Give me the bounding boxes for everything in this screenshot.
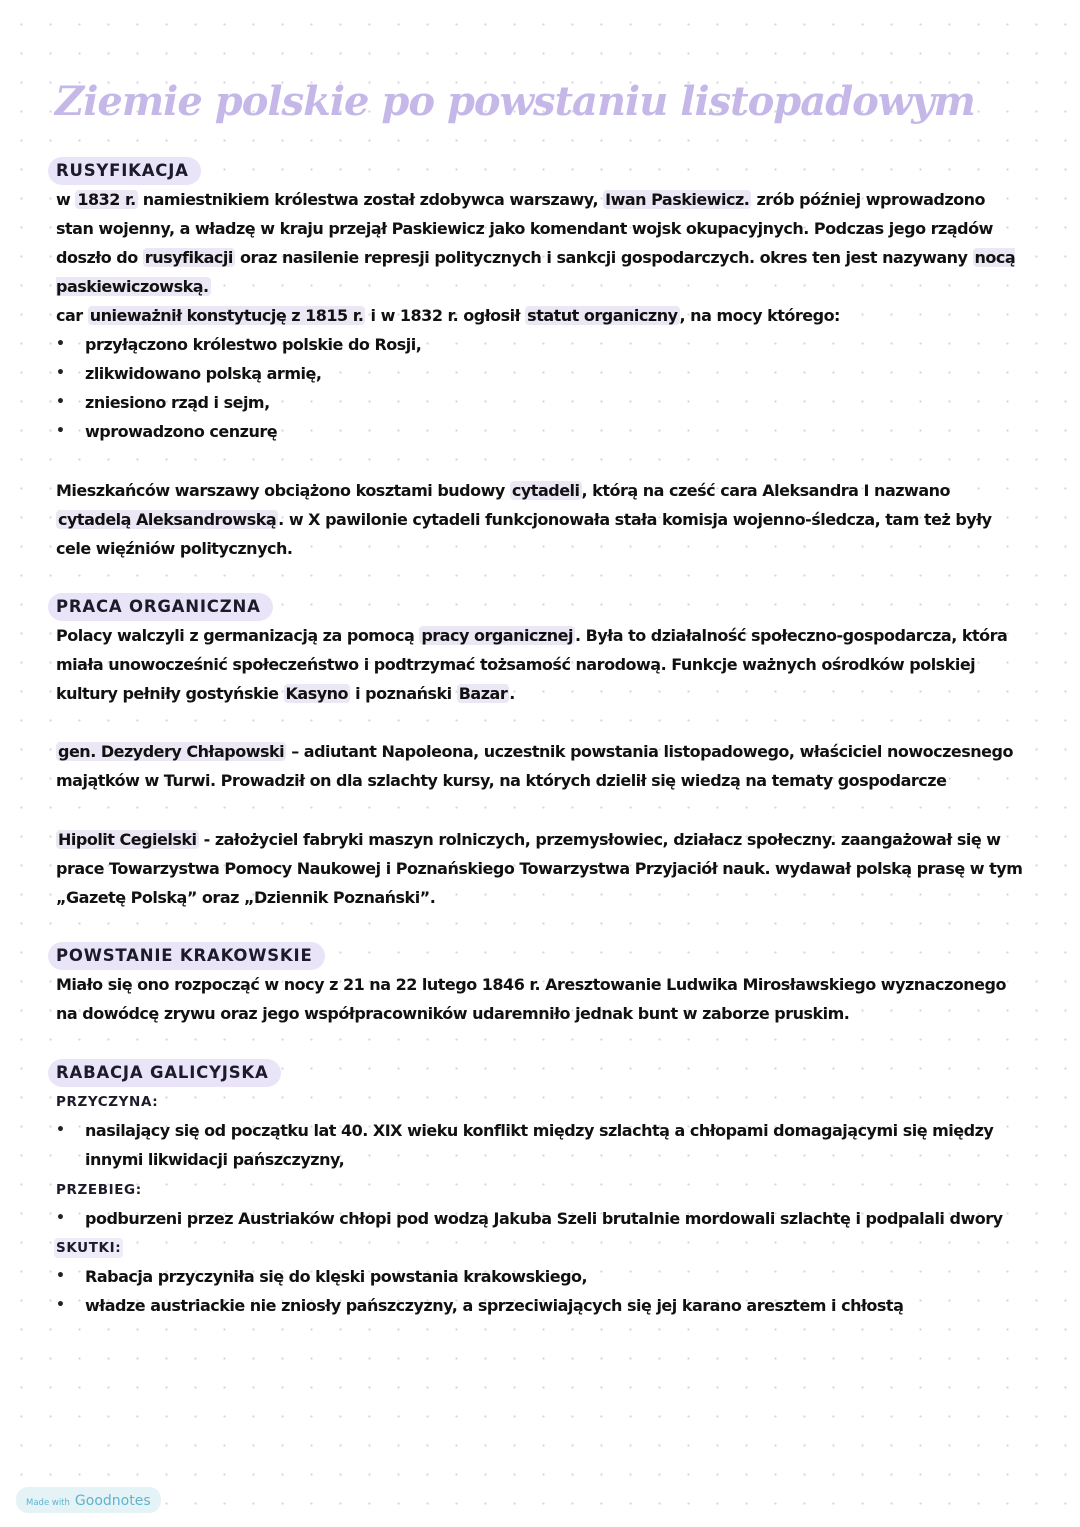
text: namiestnikiem królestwa został zdobywca warszawy,: [137, 190, 604, 209]
text: Polacy walczyli z germanizacją za pomocą: [56, 626, 420, 645]
goodnotes-badge[interactable]: [16, 1487, 161, 1513]
krakowskie-paragraph: Miało się ono rozpocząć w nocy z 21 na 22 lutego 1846 r. Aresztowanie Ludwika Mirosławskiego wyznaczonego na dowódcę zrywu oraz jego współpracowników udaremniło jednak bunt w zaborze pruskim.: [56, 975, 1006, 1023]
highlight: Hipolit Cegielski: [58, 830, 197, 849]
text: – adiutant Napoleona, uczestnik powstania listopadowego, właściciel nowoczesnego majątków w Turwi. Prowadził on dla szlachty kursy, na których dzielił się wiedzą na tematy gospodarcze: [56, 742, 1013, 790]
text: i poznański: [350, 684, 457, 703]
list-item: • Rabacja przyczyniła się do klęski powstania krakowskiego,: [56, 1262, 1026, 1291]
text: , na mocy którego:: [679, 306, 840, 325]
highlight: nocą paskiewiczowską.: [56, 248, 1016, 296]
text: i w 1832 r. ogłosił: [365, 306, 526, 325]
section-heading-powstanie-krakowskie: POWSTANIE KRAKOWSKIE: [48, 942, 325, 970]
text: w: [56, 190, 76, 209]
made-with-label: Made with: [26, 1498, 70, 1508]
goodnotes-logo: Goodnotes: [74, 1493, 151, 1509]
text: .: [509, 684, 515, 703]
rusyfikacja-paragraph-1: [56, 185, 1026, 301]
text: oraz nasilenie represji politycznych i sankcji gospodarczych. okres ten jest nazywany: [234, 248, 973, 267]
statut-bullet-list: [56, 330, 1026, 446]
list-item: • zniesiono rząd i sejm,: [56, 388, 1026, 417]
skutki-label: SKUTKI:: [56, 1240, 122, 1256]
list-item: • władze austriackie nie zniosły pańszczyzny, a sprzeciwiających się jej karano aresztem i chłostą: [56, 1291, 1026, 1320]
przebieg-list: [56, 1204, 1026, 1233]
text: . Była to działalność społeczno-gospodarcza, która miała unowocześnić społeczeństwo i podtrzymać tożsamość narodową. Funkcje ważnych ośrodków polskiej kultury pełniły gostyńskie: [56, 626, 1008, 703]
text: Mieszkańców warszawy obciążono kosztami budowy: [56, 481, 510, 500]
przyczyna-label: PRZYCZYNA:: [56, 1094, 159, 1110]
list-item: • zlikwidowano polską armię,: [56, 359, 1026, 388]
list-item: • podburzeni przez Austriaków chłopi pod wodzą Jakuba Szeli brutalnie mordowali szlachtę i podpalali dwory: [56, 1204, 1026, 1233]
skutki-list: [56, 1262, 1026, 1320]
highlight: Bazar: [458, 684, 508, 703]
highlight: statut organiczny: [527, 306, 678, 325]
highlight: Iwan Paskiewicz.: [605, 190, 750, 209]
highlight: rusyfikacji: [144, 248, 233, 267]
highlight: Kasyno: [285, 684, 349, 703]
highlight: gen. Dezydery Chłapowski: [58, 742, 285, 761]
section-heading-rusyfikacja: RUSYFIKACJA: [48, 157, 201, 185]
highlight: cytadelą Aleksandrowską: [58, 510, 277, 529]
text: . w X pawilonie cytadeli funkcjonowała stała komisja wojenno-śledcza, tam też były cele więźniów politycznych.: [56, 510, 992, 558]
rusyfikacja-paragraph-3: [56, 476, 1026, 563]
praca-paragraph-1: [56, 621, 1026, 708]
highlight: pracy organicznej: [421, 626, 573, 645]
highlight: cytadeli: [511, 481, 580, 500]
text: zrób później wprowadzono stan wojenny, a władzę w kraju przejął Paskiewicz jako komendant wojsk okupacyjnych. Podczas jego rządów doszło do: [56, 190, 993, 267]
przebieg-label: PRZEBIEG:: [56, 1182, 142, 1198]
rusyfikacja-paragraph-2: [56, 301, 1026, 330]
list-item: • przyłączono królestwo polskie do Rosji,: [56, 330, 1026, 359]
przyczyna-list: [56, 1116, 1026, 1174]
page-title: Ziemie polskie po powstaniu listopadowym: [55, 78, 975, 125]
text: - założyciel fabryki maszyn rolniczych, przemysłowiec, działacz społeczny. zaangażował się w prace Towarzystwa Pomocy Naukowej i Poznańskiego Towarzystwa Przyjaciół nauk. wydawał polską prasę w tym „Gazetę Polską” oraz „Dziennik Poznański”.: [56, 830, 1023, 907]
cegielski-paragraph: [56, 825, 1026, 912]
text: , którą na cześć cara Aleksandra I nazwano: [581, 481, 951, 500]
list-item: • wprowadzono cenzurę: [56, 417, 1026, 446]
section-heading-rabacja-galicyjska: RABACJA GALICYJSKA: [48, 1059, 281, 1087]
section-heading-praca-organiczna: PRACA ORGANICZNA: [48, 593, 273, 621]
highlight: unieważnił konstytucję z 1815 r.: [89, 306, 364, 325]
highlight: 1832 r.: [77, 190, 136, 209]
chlapowski-paragraph: [56, 737, 1026, 795]
text: car: [56, 306, 88, 325]
list-item: • nasilający się od początku lat 40. XIX wieku konflikt między szlachtą a chłopami domagającymi się między innymi likwidacji pańszczyzny,: [56, 1116, 1026, 1174]
